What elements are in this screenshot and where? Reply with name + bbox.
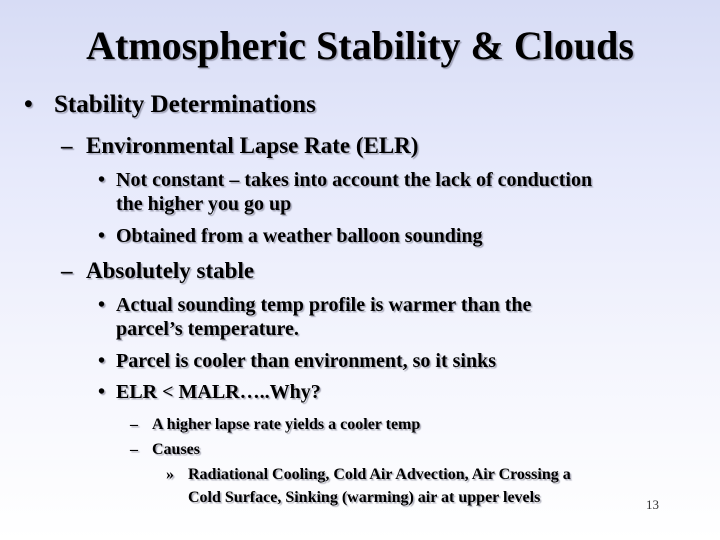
subheading-absolutely-stable: Absolutely stable <box>86 258 255 283</box>
dash-mark: – <box>61 258 73 283</box>
dash-mark: – <box>130 416 138 433</box>
dash-mark: – <box>61 133 73 158</box>
bullet-mark: • <box>98 225 106 247</box>
elr-point-1-line-1: Not constant – takes into account the lack of conduction <box>116 169 593 191</box>
subheading-elr: Environmental Lapse Rate (ELR) <box>86 133 419 158</box>
stable-point-3: ELR < MALR…..Why? <box>116 381 321 403</box>
bullet-mark: • <box>98 381 106 403</box>
arrow-mark: » <box>166 466 174 483</box>
causes-line-1: Radiational Cooling, Cold Air Advection, Air Crossing a <box>188 466 571 483</box>
dash-mark: – <box>130 441 138 458</box>
elr-point-2: Obtained from a weather balloon sounding <box>116 225 483 247</box>
slide-title: Atmospheric Stability & Clouds <box>86 23 634 68</box>
bullet-mark: • <box>98 169 106 191</box>
stable-point-1-line-1: Actual sounding temp profile is warmer than the <box>116 294 532 316</box>
page-number: 13 <box>646 497 659 512</box>
bullet-mark: • <box>98 294 106 316</box>
stable-point-2: Parcel is cooler than environment, so it sinks <box>116 350 496 372</box>
why-sub-2: Causes <box>152 441 201 458</box>
bullet-mark: • <box>24 91 33 118</box>
causes-line-2: Cold Surface, Sinking (warming) air at upper levels <box>188 489 541 506</box>
bullet-mark: • <box>98 350 106 372</box>
stable-point-1-line-2: parcel’s temperature. <box>116 318 299 340</box>
heading-stability-determinations: Stability Determinations <box>54 91 316 118</box>
why-sub-1: A higher lapse rate yields a cooler temp <box>152 416 421 433</box>
elr-point-1-line-2: the higher you go up <box>116 193 292 215</box>
